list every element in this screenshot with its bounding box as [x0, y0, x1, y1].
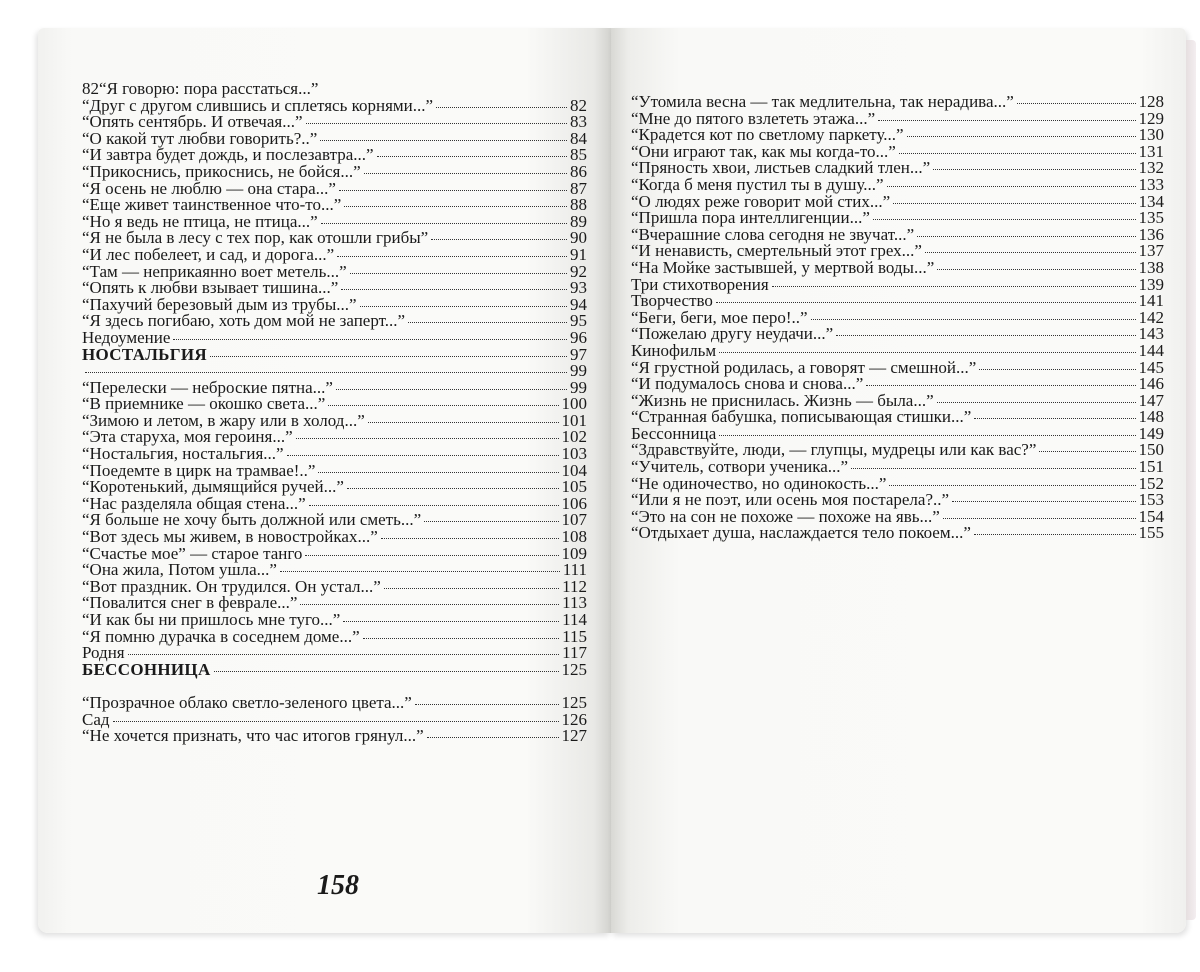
toc-entry-page: 145 [1138, 357, 1164, 377]
toc-section-heading [82, 659, 587, 679]
dot-leader [719, 352, 1135, 353]
toc-entry-title: “Пришла пора интеллигенции...” [631, 208, 870, 228]
toc-entry-title: “И ненависть, смертельный этот грех...” [631, 241, 922, 261]
toc-entry-page: 85 [570, 145, 587, 165]
toc-entry-title: “Ностальгия, ностальгия...” [82, 444, 284, 464]
dot-leader [360, 306, 567, 307]
dot-leader [873, 219, 1136, 220]
dot-leader [952, 501, 1135, 502]
toc-entry-page: 101 [561, 410, 587, 430]
toc-entry-title: “Она жила, Потом ушла...” [82, 560, 277, 580]
dot-leader [384, 588, 559, 589]
dot-leader [887, 186, 1136, 187]
toc-entry-page: 149 [1138, 423, 1164, 443]
dot-leader [427, 737, 559, 738]
toc-entry-page: 128 [1138, 92, 1164, 111]
toc-entry-title: “Прозрачное облако светло-зеленого цвета...” [82, 692, 412, 712]
toc-entry-title: “Прикоснись, прикоснись, не бойся...” [82, 161, 361, 181]
dot-leader [318, 472, 558, 473]
toc-entry-page: 82 [570, 95, 587, 115]
toc-entry-title: “Они играют так, как мы когда-то...” [631, 141, 896, 161]
toc-entry-page: 147 [1138, 390, 1164, 410]
dot-leader [309, 505, 559, 506]
toc-entry-page: 151 [1138, 457, 1164, 477]
dot-leader [347, 488, 559, 489]
toc-entry-title: Три стихотворения [631, 274, 769, 294]
dot-leader [214, 671, 559, 672]
toc-entry-title: “Не одиночество, но одинокость...” [631, 473, 887, 493]
toc-entry-page: 115 [562, 626, 587, 646]
toc-entry-title: “И как бы ни пришлось мне туго...” [82, 610, 341, 629]
toc-entry-title: 82“Я говорю: пора расстаться...” [82, 79, 319, 98]
toc-entry-page: 106 [561, 493, 587, 513]
toc-entry-title: “Я больше не хочу быть должной или сметь...” [82, 510, 422, 530]
dot-leader [772, 286, 1136, 287]
toc-entry-page: 152 [1138, 473, 1164, 493]
toc-entry-page: 112 [562, 576, 587, 596]
dot-leader [280, 571, 560, 572]
toc-entry-title: “Учитель, сотвори ученика...” [631, 457, 849, 477]
toc-entry-page: 141 [1138, 291, 1164, 311]
dot-leader [306, 123, 568, 124]
toc-entry-page: 139 [1138, 274, 1164, 294]
toc-entry-title: “Мне до пятого взлететь этажа...” [631, 108, 876, 128]
toc-entry-page: 90 [570, 228, 587, 248]
toc-entry-title: “Еще живет таинственное что-то...” [82, 195, 342, 215]
dot-leader [878, 120, 1135, 121]
toc-entry-page: 107 [561, 510, 587, 530]
dot-leader [341, 289, 567, 290]
toc-entry-page: 127 [561, 726, 587, 746]
toc-entry-page: 104 [561, 460, 587, 480]
toc-list-left [82, 81, 587, 745]
dot-leader [173, 339, 567, 340]
dot-leader [343, 621, 559, 622]
toc-entry-page: 99 [570, 377, 587, 397]
toc-entry-title: “Крадется кот по светлому паркету...” [631, 125, 904, 145]
toc-entry-page: 91 [570, 244, 587, 264]
toc-entry-page: 97 [570, 344, 587, 364]
toc-entry-page: 117 [562, 643, 587, 663]
dot-leader [436, 107, 567, 108]
dot-leader [716, 302, 1136, 303]
toc-entry-page: 154 [1138, 506, 1164, 526]
toc-entry-title: “Вчерашние слова сегодня не звучат...” [631, 224, 915, 244]
toc-entry-title: “Опять сентябрь. И отвечая...” [82, 112, 303, 132]
toc-entry-title: “Пожелаю другу неудачи...” [631, 324, 834, 344]
toc-entry-page: 129 [1138, 108, 1164, 128]
toc-entry-page: 130 [1138, 125, 1164, 145]
toc-entry-page: 95 [570, 311, 587, 331]
right-page [611, 28, 1186, 933]
toc-entry-title: “Я помню дурачка в соседнем доме...” [82, 626, 360, 646]
dot-leader [933, 169, 1135, 170]
toc-entry-page: 144 [1138, 340, 1164, 360]
dot-leader [979, 369, 1135, 370]
dot-leader [320, 140, 567, 141]
toc-entry-title: Бессонница [631, 423, 717, 443]
toc-entry-title: “Утомила весна — так медлительна, так нерадива...” [631, 92, 1014, 111]
dot-leader [210, 356, 567, 357]
toc-entry-page: 136 [1138, 224, 1164, 244]
toc-entry-page: 103 [561, 444, 587, 464]
toc-entry-title: “Там — неприкаянно воет метель...” [82, 261, 347, 281]
toc-entry-page: 132 [1138, 158, 1164, 178]
dot-leader [1017, 103, 1136, 104]
dot-leader [917, 236, 1135, 237]
toc-entry [631, 525, 1164, 542]
toc-entry-title: “Зимою и летом, в жару или в холод...” [82, 410, 365, 430]
toc-entry [631, 340, 1164, 360]
toc-entry-page: 84 [570, 128, 587, 148]
toc-entry-page: 146 [1138, 374, 1164, 394]
dot-leader [899, 153, 1136, 154]
left-page [38, 28, 611, 933]
dot-leader [893, 203, 1135, 204]
toc-entry-page: 99 [570, 361, 587, 381]
dot-leader [889, 485, 1135, 486]
toc-entry-page: 94 [570, 294, 587, 314]
dot-leader [415, 704, 559, 705]
toc-entry-page: 137 [1138, 241, 1164, 261]
dot-leader [943, 518, 1136, 519]
toc-entry [82, 626, 587, 646]
dot-leader [381, 538, 559, 539]
dot-leader [377, 156, 567, 157]
toc-entry-title: “Но я ведь не птица, не птица...” [82, 211, 318, 231]
dot-leader [811, 319, 1136, 320]
toc-entry-title: “Друг с другом слившись и сплетясь корнями...” [82, 95, 434, 115]
dot-leader [866, 385, 1135, 386]
toc-entry-title: “Счастье мое” — старое танго [82, 543, 303, 563]
toc-entry-title: “Я грустной родилась, а говорят — смешной...” [631, 357, 977, 377]
toc-entry-page: 111 [562, 560, 587, 580]
toc-entry-title: “Поедемте в цирк на трамвае!..” [82, 460, 316, 480]
toc-entry-page: 148 [1138, 407, 1164, 427]
toc-entry-page: 113 [562, 593, 587, 613]
dot-leader [974, 418, 1135, 419]
toc-entry-page: 138 [1138, 257, 1164, 277]
toc-entry-title: “О какой тут любви говорить?..” [82, 128, 318, 148]
toc-entry-title: “В приемнике — окошко света...” [82, 394, 326, 414]
dot-leader [925, 252, 1136, 253]
toc-entry-page: 142 [1138, 307, 1164, 327]
dot-leader [851, 468, 1135, 469]
dot-leader [337, 256, 567, 257]
toc-entry [82, 692, 587, 712]
dot-leader [336, 389, 567, 390]
toc-entry-page: 155 [1138, 523, 1164, 543]
dot-leader [321, 223, 567, 224]
dot-leader [937, 402, 1136, 403]
dot-leader [287, 455, 559, 456]
toc-entry-title: “Я осень не люблю — она стара...” [82, 178, 336, 198]
toc-entry-page: 89 [570, 211, 587, 231]
toc-entry-title: “Перелески — неброские пятна...” [82, 377, 333, 397]
dot-leader [424, 521, 558, 522]
toc-section-heading [82, 344, 587, 364]
dot-leader [339, 190, 567, 191]
toc-entry-page: 102 [561, 427, 587, 447]
toc-entry-page: 133 [1138, 174, 1164, 194]
toc-entry-title: “О людях реже говорит мой стих...” [631, 191, 891, 211]
toc-entry-title: “И лес побелеет, и сад, и дорога...” [82, 244, 335, 264]
dot-leader [128, 654, 560, 655]
toc-entry-page: 105 [561, 477, 587, 497]
toc-entry-page: 150 [1138, 440, 1164, 460]
dot-leader [937, 269, 1135, 270]
dot-leader [836, 335, 1135, 336]
toc-entry-title: “Нас разделяла общая стена...” [82, 493, 306, 513]
toc-entry-title: “Пахучий березовый дым из трубы...” [82, 294, 357, 314]
toc-entry [82, 728, 587, 745]
dot-leader [350, 273, 567, 274]
page-number: 158 [317, 870, 359, 901]
toc-entry-title: НОСТАЛЬГИЯ [82, 344, 207, 364]
toc-entry-page: 100 [561, 394, 587, 414]
dot-leader [907, 136, 1136, 137]
toc-entry-page: 131 [1138, 141, 1164, 161]
dot-leader [328, 405, 558, 406]
toc-entry-title: “Пряность хвои, листьев сладкий тлен...” [631, 158, 931, 178]
toc-entry-page: 86 [570, 161, 587, 181]
toc-entry-title: “Повалится снег в феврале...” [82, 593, 298, 613]
toc-entry-title: “Беги, беги, мое перо!..” [631, 307, 808, 327]
toc-list-right [631, 94, 1164, 542]
toc-entry-title: “Или я не поэт, или осень моя постарела?..” [631, 490, 950, 510]
toc-entry-page: 109 [561, 543, 587, 563]
dot-leader [344, 206, 567, 207]
dot-leader [113, 721, 559, 722]
page-edge [1186, 40, 1196, 920]
toc-entry-title: “Жизнь не приснилась. Жизнь — была...” [631, 390, 934, 410]
dot-leader [305, 555, 558, 556]
dot-leader [408, 322, 567, 323]
toc-entry-page: 125 [561, 692, 587, 712]
dot-leader [431, 239, 567, 240]
dot-leader [364, 173, 567, 174]
toc-entry-title: “Не хочется признать, что час итогов грянул...” [82, 726, 424, 746]
toc-entry-page: 114 [562, 610, 587, 629]
toc-entry-title: “Я здесь погибаю, хоть дом мой не заперт...” [82, 311, 406, 331]
toc-entry-title: “Это на сон не похоже — похоже на явь...” [631, 506, 940, 526]
dot-leader [974, 534, 1136, 535]
toc-entry-title: БЕССОННИЦА [82, 659, 211, 679]
toc-entry-title: “Вот праздник. Он трудился. Он устал...” [82, 576, 381, 596]
toc-entry-title: Сад [82, 709, 110, 729]
toc-entry-page: 88 [570, 195, 587, 215]
toc-entry-title: “На Мойке застывшей, у мертвой воды...” [631, 257, 935, 277]
dot-leader [296, 438, 559, 439]
toc-entry-page: 153 [1138, 490, 1164, 510]
dot-leader [363, 638, 560, 639]
dot-leader [85, 372, 567, 373]
toc-entry-title: “Опять к любви взывает тишина...” [82, 278, 339, 298]
toc-entry-title: “И завтра будет дождь, и послезавтра...” [82, 145, 374, 165]
toc-entry-title: “Когда б меня пустил ты в душу...” [631, 174, 884, 194]
dot-leader [300, 604, 559, 605]
toc-entry-page: 135 [1138, 208, 1164, 228]
toc-entry [82, 327, 587, 347]
toc-entry-page: 92 [570, 261, 587, 281]
toc-entry-title: “Здравствуйте, люди, — глупцы, мудрецы или как вас?” [631, 440, 1037, 460]
toc-entry-page: 143 [1138, 324, 1164, 344]
toc-entry-title: “Эта старуха, моя героиня...” [82, 427, 293, 447]
toc-entry-page: 93 [570, 278, 587, 298]
toc-entry-page: 108 [561, 527, 587, 547]
toc-entry-page: 134 [1138, 191, 1164, 211]
toc-entry-title: “Вот здесь мы живем, в новостройках...” [82, 527, 378, 547]
toc-entry-title: “И подумалось снова и снова...” [631, 374, 864, 394]
toc-entry-title: “Отдыхает душа, наслаждается тело покоем...” [631, 523, 971, 543]
toc-entry-page: 83 [570, 112, 587, 132]
toc-entry-page: 126 [561, 709, 587, 729]
toc-entry-page: 96 [570, 327, 587, 347]
toc-entry-page: 125 [561, 659, 587, 679]
toc-entry-title: Недоумение [82, 327, 171, 347]
dot-leader [719, 435, 1135, 436]
toc-entry-title: “Странная бабушка, пописывающая стишки...” [631, 407, 972, 427]
toc-entry-title: “Я не была в лесу с тех пор, как отошли грибы” [82, 228, 429, 248]
dot-leader [1039, 451, 1135, 452]
dot-leader [368, 422, 559, 423]
toc-entry-page: 87 [570, 178, 587, 198]
toc-entry-title: Родня [82, 643, 125, 663]
toc-entry-title: Кинофильм [631, 340, 717, 360]
toc-entry-title: “Коротенький, дымящийся ручей...” [82, 477, 344, 497]
toc-entry-title: Творчество [631, 291, 713, 311]
